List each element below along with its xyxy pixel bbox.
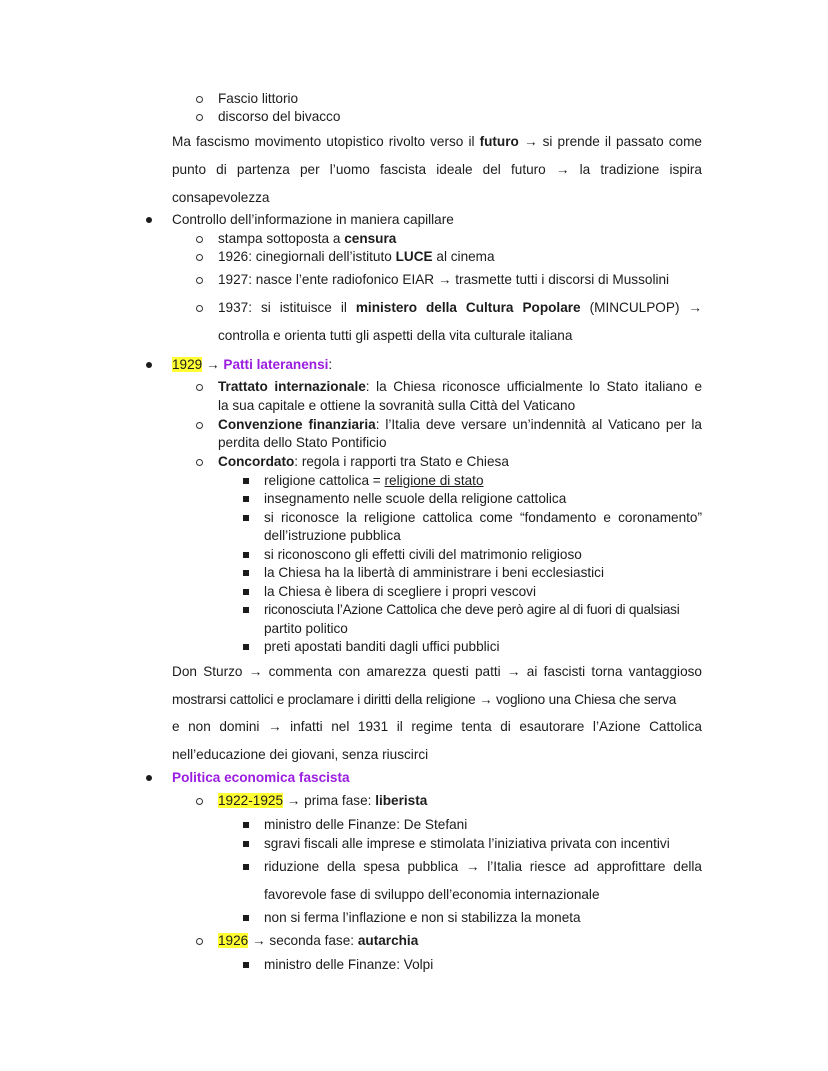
list-item: 1926: cinegiornali dell’istituto LUCE al cinema xyxy=(218,249,495,264)
paragraph-line: Ma fascismo movimento utopistico rivolto verso il futuro → si prende il passato come xyxy=(172,134,702,149)
square-bullet-icon xyxy=(243,841,249,847)
circle-bullet-icon xyxy=(196,459,203,466)
list-item: 1926 → seconda fase: autarchia xyxy=(218,933,419,948)
paragraph-line: consapevolezza xyxy=(172,190,270,205)
list-item: riconosciuta l’Azione Cattolica che deve però agire al di fuori di qualsiasi xyxy=(264,602,680,617)
list-item: non si ferma l’inflazione e non si stabilizza la moneta xyxy=(264,910,581,925)
circle-bullet-icon xyxy=(196,114,203,121)
list-item-continuation: partito politico xyxy=(264,621,348,636)
list-item: riduzione della spesa pubblica → l’Italia riesce ad approfittare della xyxy=(264,859,702,874)
paragraph-line: mostrarsi cattolici e proclamare i diritti della religione → vogliono una Chiesa che serva xyxy=(172,692,677,707)
paragraph-line: punto di partenza per l’uomo fascista ideale del futuro → la tradizione ispira xyxy=(172,162,702,177)
list-item: insegnamento nelle scuole della religione cattolica xyxy=(264,491,567,506)
circle-bullet-icon xyxy=(196,277,203,284)
square-bullet-icon xyxy=(243,822,249,828)
list-item: discorso del bivacco xyxy=(218,109,341,124)
circle-bullet-icon xyxy=(196,96,203,103)
bullet-icon xyxy=(146,775,152,781)
list-item: sgravi fiscali alle imprese e stimolata l’iniziativa privata con incentivi xyxy=(264,836,670,851)
list-item: la Chiesa ha la libertà di amministrare i beni ecclesiastici xyxy=(264,565,604,580)
circle-bullet-icon xyxy=(196,236,203,243)
square-bullet-icon xyxy=(243,515,249,521)
list-item: religione cattolica = religione di stato xyxy=(264,473,484,488)
list-item: Fascio littorio xyxy=(218,91,299,106)
circle-bullet-icon xyxy=(196,422,203,429)
list-item: Trattato internazionale: la Chiesa riconosce ufficialmente lo Stato italiano e xyxy=(218,379,702,394)
section-heading: Controllo dell’informazione in maniera capillare xyxy=(172,212,454,227)
paragraph-line: e non domini → infatti nel 1931 il regime tenta di esautorare l’Azione Cattolica xyxy=(172,719,702,734)
square-bullet-icon xyxy=(243,589,249,595)
list-item: Convenzione finanziaria: l’Italia deve versare un’indennità al Vaticano per la xyxy=(218,417,702,432)
bullet-icon xyxy=(146,217,152,223)
list-item: preti apostati banditi dagli uffici pubblici xyxy=(264,639,500,654)
square-bullet-icon xyxy=(243,496,249,502)
square-bullet-icon xyxy=(243,864,249,870)
section-heading: Politica economica fascista xyxy=(172,770,350,785)
square-bullet-icon xyxy=(243,552,249,558)
paragraph-line: nell’educazione dei giovani, senza riuscirci xyxy=(172,747,429,762)
square-bullet-icon xyxy=(243,570,249,576)
year-highlight: 1926 xyxy=(218,933,249,948)
circle-bullet-icon xyxy=(196,938,203,945)
list-item-continuation: perdita dello Stato Pontificio xyxy=(218,435,387,450)
circle-bullet-icon xyxy=(196,254,203,261)
square-bullet-icon xyxy=(243,962,249,968)
list-item: la Chiesa è libera di scegliere i propri vescovi xyxy=(264,584,537,599)
list-item-continuation: la sua capitale e ottiene la sovranità sulla Città del Vaticano xyxy=(218,398,576,413)
circle-bullet-icon xyxy=(196,384,203,391)
list-item: ministro delle Finanze: Volpi xyxy=(264,957,434,972)
list-item: 1927: nasce l’ente radiofonico EIAR → trasmette tutti i discorsi di Mussolini xyxy=(218,272,670,287)
list-item: stampa sottoposta a censura xyxy=(218,231,397,246)
list-item: si riconoscono gli effetti civili del matrimonio religioso xyxy=(264,547,582,562)
list-item: 1922-1925 → prima fase: liberista xyxy=(218,793,428,808)
square-bullet-icon xyxy=(243,607,249,613)
circle-bullet-icon xyxy=(196,305,203,312)
square-bullet-icon xyxy=(243,915,249,921)
bullet-icon xyxy=(146,362,152,368)
list-item: si riconosce la religione cattolica come “fondamento e coronamento” xyxy=(264,510,702,525)
list-item: Concordato: regola i rapporti tra Stato e Chiesa xyxy=(218,454,509,469)
year-highlight: 1929 xyxy=(172,357,203,372)
year-highlight: 1922-1925 xyxy=(218,793,284,808)
paragraph-line: Don Sturzo → commenta con amarezza questi patti → ai fascisti torna vantaggioso xyxy=(172,664,702,679)
square-bullet-icon xyxy=(243,644,249,650)
section-heading: 1929 → Patti lateranensi: xyxy=(172,357,333,372)
circle-bullet-icon xyxy=(196,798,203,805)
list-item: ministro delle Finanze: De Stefani xyxy=(264,817,468,832)
list-item-continuation: dell’istruzione pubblica xyxy=(264,528,401,543)
list-item: 1937: si istituisce il ministero della Cultura Popolare (MINCULPOP) → xyxy=(218,300,703,315)
list-item-continuation: controlla e orienta tutti gli aspetti della vita culturale italiana xyxy=(218,328,573,343)
square-bullet-icon xyxy=(243,478,249,484)
list-item-continuation: favorevole fase di sviluppo dell’economia internazionale xyxy=(264,887,600,902)
